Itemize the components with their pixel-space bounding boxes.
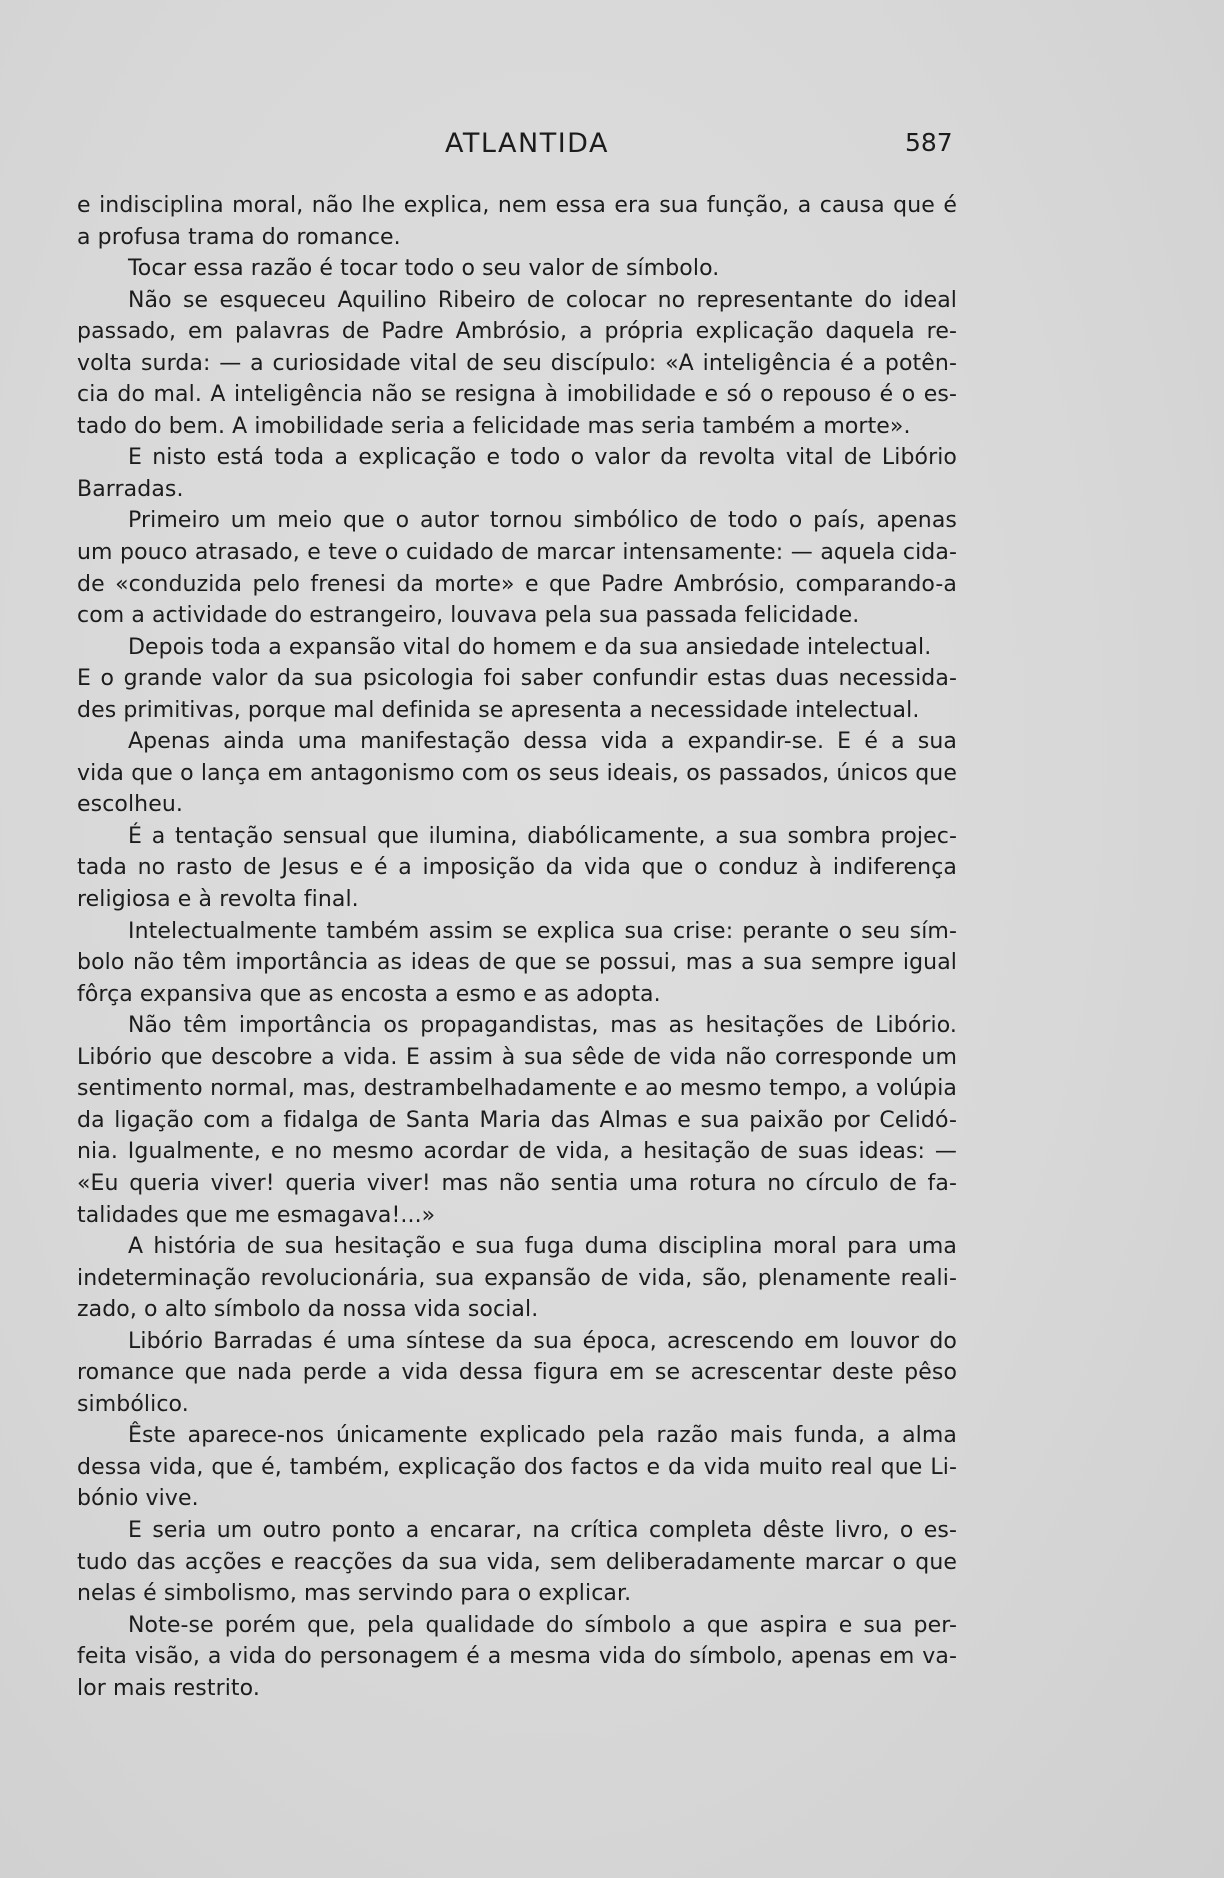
text-line: Tocar essa razão é tocar todo o seu valor de símbolo. bbox=[128, 256, 720, 282]
text-line: com a actividade do estrangeiro, louvava pela sua passada felicidade. bbox=[77, 603, 860, 629]
text-line: a profusa trama do romance. bbox=[77, 224, 401, 250]
text-line: religiosa e à revolta final. bbox=[77, 887, 359, 913]
text-line: A história de sua hesitação e sua fuga duma disciplina moral para uma bbox=[128, 1234, 957, 1260]
text-line: passado, em palavras de Padre Ambrósio, a própria explicação daquela re- bbox=[77, 319, 957, 345]
text-line: simbólico. bbox=[77, 1391, 189, 1417]
text-line: romance que nada perde a vida dessa figura em se acrescentar deste pêso bbox=[77, 1360, 957, 1386]
text-line: nelas é simbolismo, mas servindo para o explicar. bbox=[77, 1581, 632, 1607]
text-line: E o grande valor da sua psicologia foi saber confundir estas duas necessida- bbox=[77, 666, 957, 692]
text-line: Primeiro um meio que o autor tornou simbólico de todo o país, apenas bbox=[128, 508, 957, 534]
text-line: E seria um outro ponto a encarar, na crítica completa dêste livro, o es- bbox=[128, 1517, 957, 1543]
text-line: talidades que me esmagava!...» bbox=[77, 1202, 436, 1228]
page-number: 587 bbox=[905, 128, 953, 157]
text-line: indeterminação revolucionária, sua expansão de vida, são, plenamente reali- bbox=[77, 1265, 957, 1291]
text-line: lor mais restrito. bbox=[77, 1675, 260, 1701]
text-line: bolo não têm importância as ideas de que se possui, mas a sua sempre igual bbox=[77, 950, 957, 976]
text-line: Não têm importância os propagandistas, mas as hesitações de Libório. bbox=[128, 1013, 957, 1039]
text-line: cia do mal. A inteligência não se resigna à imobilidade e só o repouso é o es- bbox=[77, 382, 957, 408]
text-line: Intelectualmente também assim se explica sua crise: perante o seu sím- bbox=[128, 918, 957, 944]
text-line: escolheu. bbox=[77, 792, 183, 818]
text-line: volta surda: — a curiosidade vital de seu discípulo: «A inteligência é a potên- bbox=[77, 350, 957, 376]
text-line: vida que o lança em antagonismo com os seus ideais, os passados, únicos que bbox=[77, 760, 957, 786]
text-line: dessa vida, que é, também, explicação dos factos e da vida muito real que Li- bbox=[77, 1454, 957, 1480]
running-head bbox=[0, 128, 1224, 160]
text-line: Não se esqueceu Aquilino Ribeiro de colocar no representante do ideal bbox=[128, 287, 957, 313]
text-line: um pouco atrasado, e teve o cuidado de marcar intensamente: — aquela cida- bbox=[77, 540, 957, 566]
text-line: des primitivas, porque mal definida se apresenta a necessidade intelectual. bbox=[77, 697, 920, 723]
text-line: da ligação com a fidalga de Santa Maria das Almas e sua paixão por Celidó- bbox=[77, 1107, 957, 1133]
text-line: Apenas ainda uma manifestação dessa vida a expandir-se. E é a sua bbox=[128, 729, 957, 755]
text-line: Libório que descobre a vida. E assim à sua sêde de vida não corresponde um bbox=[77, 1044, 957, 1070]
text-line: Barradas. bbox=[77, 476, 184, 502]
text-line: e indisciplina moral, não lhe explica, nem essa era sua função, a causa que é bbox=[77, 193, 957, 218]
text-line: feita visão, a vida do personagem é a mesma vida do símbolo, apenas em va- bbox=[77, 1644, 957, 1670]
text-line: bónio vive. bbox=[77, 1486, 199, 1512]
text-line: zado, o alto símbolo da nossa vida social. bbox=[77, 1297, 539, 1323]
text-line: tado do bem. A imobilidade seria a felicidade mas seria também a morte». bbox=[77, 413, 911, 439]
text-line: de «conduzida pelo frenesi da morte» e que Padre Ambrósio, comparando-a bbox=[77, 571, 957, 597]
running-title: ATLANTIDA bbox=[445, 128, 609, 159]
body-text bbox=[77, 190, 957, 1704]
text-line: «Eu queria viver! queria viver! mas não sentia uma rotura no círculo de fa- bbox=[77, 1170, 957, 1196]
text-line: Note-se porém que, pela qualidade do símbolo a que aspira e sua per- bbox=[128, 1612, 957, 1638]
text-line: fôrça expansiva que as encosta a esmo e as adopta. bbox=[77, 981, 661, 1007]
text-line: É a tentação sensual que ilumina, diabólicamente, a sua sombra projec- bbox=[128, 823, 957, 849]
text-line: tudo das acções e reacções da sua vida, sem deliberadamente marcar o que bbox=[77, 1549, 957, 1575]
text-line: E nisto está toda a explicação e todo o valor da revolta vital de Libório bbox=[128, 445, 957, 471]
text-line: Êste aparece-nos únicamente explicado pela razão mais funda, a alma bbox=[128, 1423, 957, 1449]
text-line: tada no rasto de Jesus e é a imposição da vida que o conduz à indiferença bbox=[77, 855, 957, 881]
text-line: nia. Igualmente, e no mesmo acordar de vida, a hesitação de suas ideas: — bbox=[77, 1139, 957, 1165]
text-line: Libório Barradas é uma síntese da sua época, acrescendo em louvor do bbox=[128, 1328, 957, 1354]
text-line: Depois toda a expansão vital do homem e da sua ansiedade intelectual. bbox=[128, 634, 932, 660]
text-line: sentimento normal, mas, destrambelhadamente e ao mesmo tempo, a volúpia bbox=[77, 1076, 957, 1102]
